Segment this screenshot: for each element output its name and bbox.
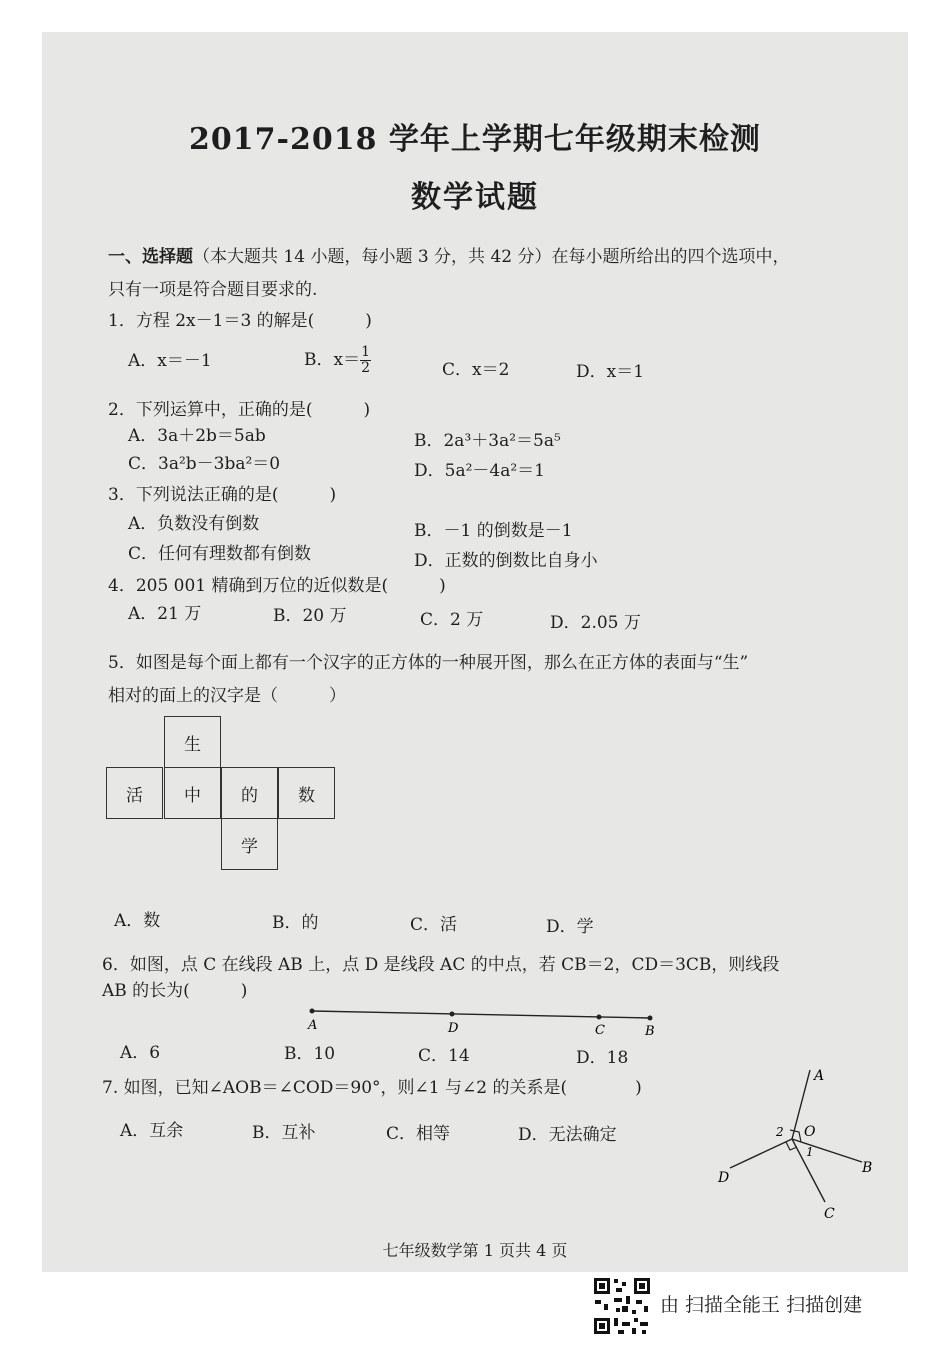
label-d: D	[448, 1021, 459, 1036]
q7-option-a: A．互余	[120, 1121, 184, 1141]
q3-option-d: D．正数的倒数比自身小	[414, 551, 598, 571]
label-b: B	[645, 1024, 655, 1039]
scanner-brand-text: 由 扫描全能王 扫描创建	[660, 1294, 863, 1316]
q5-option-c: C．活	[410, 915, 458, 935]
q7-angle-figure	[710, 1060, 890, 1230]
net-cell-center: 中	[164, 767, 221, 819]
q5-option-d: D．学	[546, 917, 594, 937]
q7-option-b: B．互补	[252, 1123, 316, 1143]
q1-fraction	[360, 345, 371, 376]
qr-code-icon	[592, 1276, 652, 1336]
q4-stem: 4．205 001 精确到万位的近似数是( )	[108, 576, 446, 596]
section-intro-line1	[108, 246, 790, 268]
point-d	[450, 1012, 455, 1017]
q4-option-c: C．2 万	[420, 610, 484, 630]
q6-option-d: D．18	[576, 1048, 629, 1068]
q6-option-c: C．14	[418, 1046, 470, 1066]
q6-option-b: B．10	[284, 1044, 336, 1064]
q6-stem-line2: AB 的长为( )	[102, 981, 248, 1001]
label-c: C	[824, 1206, 835, 1222]
q5-option-a: A．数	[114, 911, 161, 931]
label-angle-2: 2	[776, 1125, 784, 1139]
exam-page	[42, 32, 908, 1272]
page-footer: 七年级数学第 1 页共 4 页	[382, 1241, 568, 1260]
q7-option-d: D．无法确定	[518, 1125, 617, 1145]
section-heading: 一、选择题	[108, 247, 193, 267]
section-note: （本大题共 14 小题，每小题 3 分，共 42 分）在每小题所给出的四个选项中，	[193, 247, 790, 267]
point-c	[597, 1015, 602, 1020]
section-intro-line2: 只有一项是符合题目要求的.	[108, 280, 318, 300]
label-b: B	[862, 1160, 873, 1176]
q3-stem: 3．下列说法正确的是( )	[108, 485, 337, 505]
label-a: A	[814, 1068, 825, 1084]
q2-option-a: A．3a＋2b＝5ab	[128, 426, 266, 446]
q7-option-c: C．相等	[386, 1124, 451, 1144]
q2-option-c: C．3a²b－3ba²＝0	[128, 454, 281, 474]
q7-stem: 7. 如图，已知∠AOB＝∠COD＝90°，则∠1 与∠2 的关系是( )	[102, 1078, 642, 1098]
q4-option-a: A．21 万	[128, 604, 202, 624]
q2-stem: 2．下列运算中，正确的是( )	[108, 400, 371, 420]
net-cell-middle-right: 的	[221, 767, 278, 819]
label-d: D	[718, 1170, 730, 1186]
q1-option-c: C．x＝2	[442, 360, 510, 380]
label-a: A	[308, 1018, 318, 1033]
q4-option-d: D．2.05 万	[550, 613, 641, 633]
q5-option-b: B．的	[272, 913, 319, 933]
label-angle-1: 1	[806, 1145, 814, 1159]
label-o: O	[804, 1124, 816, 1140]
q3-option-b: B．－1 的倒数是－1	[414, 521, 573, 541]
label-c: C	[595, 1023, 605, 1038]
ray-od	[730, 1139, 792, 1168]
q1-fraction-denominator: 2	[361, 360, 371, 376]
net-cell-top: 生	[164, 716, 221, 768]
net-cell-far-right: 数	[278, 767, 335, 819]
q1-fraction-numerator: 1	[361, 344, 371, 360]
q6-option-a: A．6	[120, 1043, 161, 1063]
q1-option-a: A．x＝－1	[128, 351, 212, 371]
q3-option-a: A．负数没有倒数	[128, 514, 260, 534]
q1-stem: 1．方程 2x－1＝3 的解是( )	[108, 311, 372, 331]
q3-option-c: C．任何有理数都有倒数	[128, 544, 312, 564]
point-a	[310, 1009, 315, 1014]
q2-option-b: B．2a³＋3a²＝5a⁵	[414, 431, 561, 451]
q4-option-b: B．20 万	[273, 606, 347, 626]
q1-option-b	[304, 345, 371, 376]
q2-option-d: D．5a²－4a²＝1	[414, 461, 545, 481]
net-cell-bottom: 学	[221, 818, 278, 870]
point-b	[648, 1016, 653, 1021]
net-cell-left: 活	[106, 767, 163, 819]
q6-segment-figure	[302, 1002, 662, 1040]
q1-option-d: D．x＝1	[576, 362, 645, 382]
q6-stem-line1: 6．如图，点 C 在线段 AB 上，点 D 是线段 AC 的中点，若 CB＝2，CD＝3CB，则线段	[102, 955, 780, 975]
q1-option-b-prefix: B．x＝	[304, 350, 361, 370]
exam-title: 2017-2018 学年上学期七年级期末检测	[189, 122, 761, 157]
q5-stem-line1: 5．如图是每个面上都有一个汉字的正方体的一种展开图，那么在正方体的表面与“生”	[108, 653, 749, 673]
exam-subtitle: 数学试题	[411, 180, 539, 215]
q5-stem-line2: 相对的面上的汉字是（ ）	[108, 686, 346, 706]
